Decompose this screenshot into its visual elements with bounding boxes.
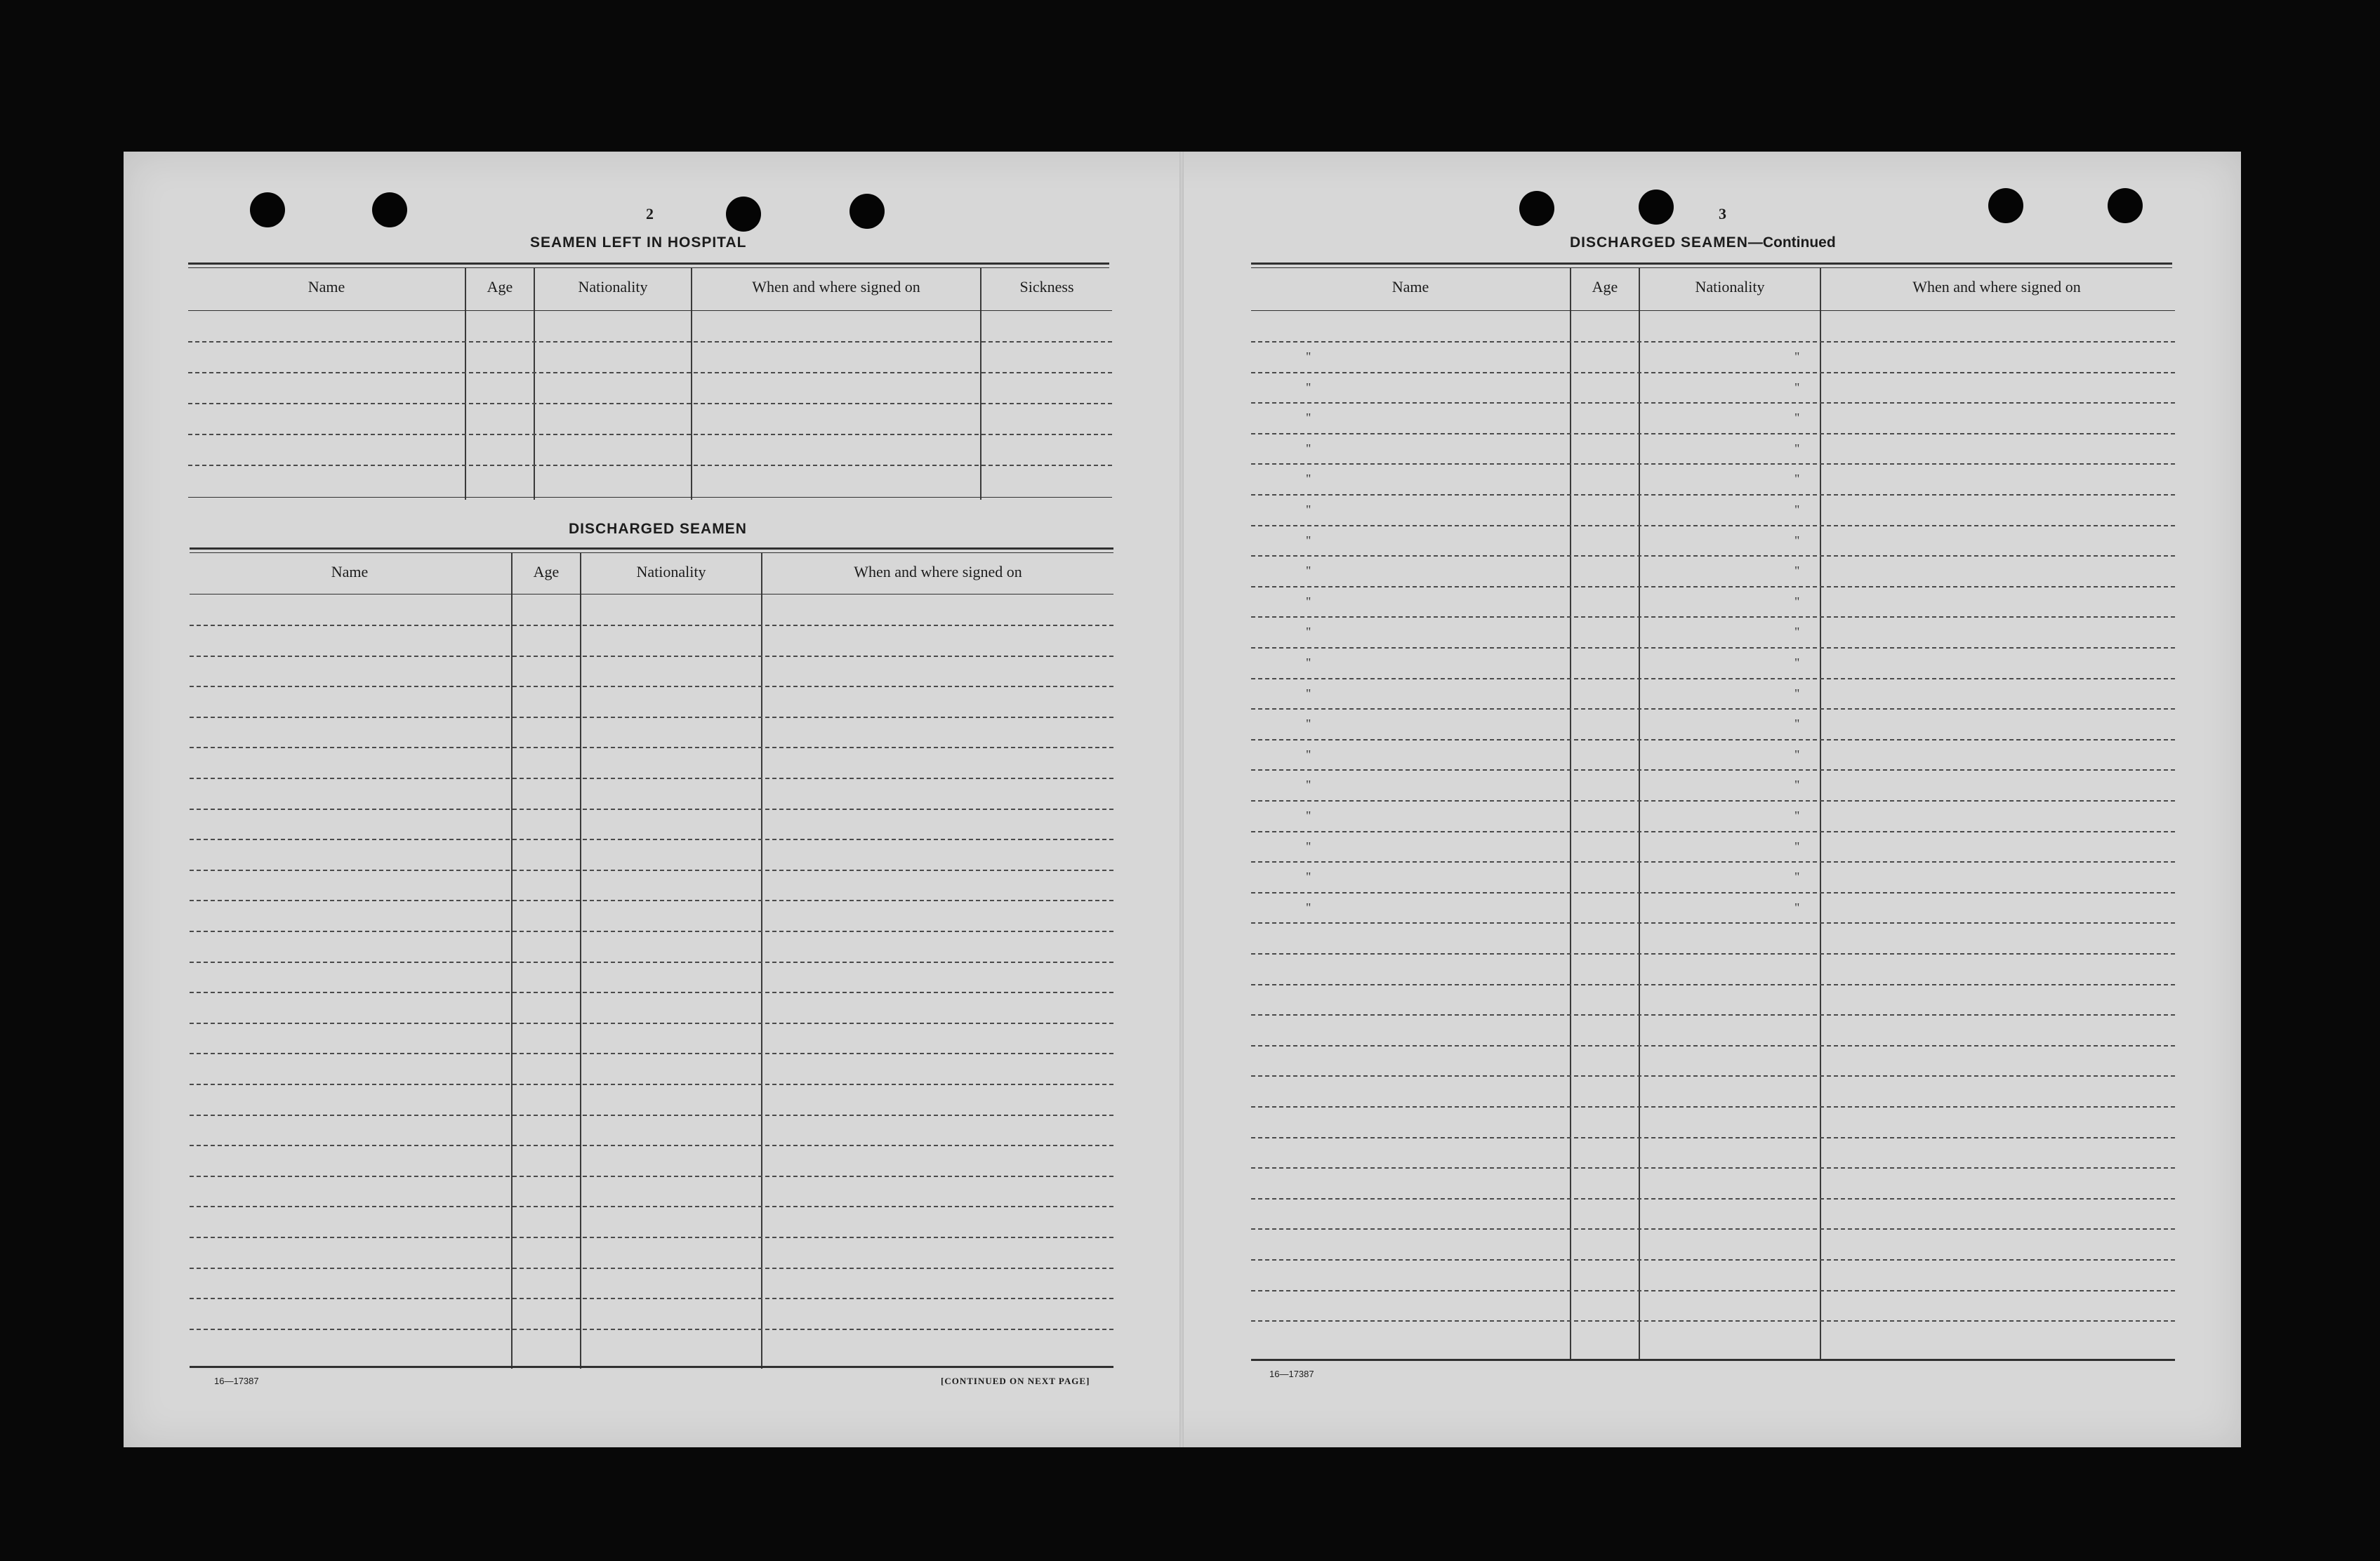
table-row-line (1251, 463, 2175, 465)
table-row-line (1251, 1228, 2175, 1230)
table-row-line (1251, 984, 2175, 985)
ditto-mark-name: " (1306, 564, 1311, 578)
table-row-line (190, 1023, 1113, 1024)
table-row-line (190, 686, 1113, 687)
right-divider (1570, 268, 1571, 1360)
hospital-header-rule (188, 310, 1112, 311)
table-row-line (1251, 953, 2175, 955)
table-row-line (190, 931, 1113, 932)
table-row-line (190, 839, 1113, 840)
table-row-line (1251, 1320, 2175, 1322)
ditto-mark-nationality: " (1794, 503, 1800, 517)
discharged-bottom-rule (190, 1366, 1113, 1368)
table-row-line (190, 962, 1113, 963)
hospital-row-line (188, 434, 1112, 435)
discharged-col-signed-on: When and where signed on (854, 563, 1022, 580)
table-row-line (190, 1298, 1113, 1299)
hospital-row-line (188, 341, 1112, 343)
right-top-rule (1251, 263, 2172, 265)
ditto-mark-name: " (1306, 533, 1311, 547)
ditto-mark-name: " (1306, 778, 1311, 792)
table-row-line (190, 1084, 1113, 1085)
table-row-line (1251, 708, 2175, 710)
right-page-number: 3 (1719, 205, 1726, 222)
ditto-mark-name: " (1306, 594, 1311, 609)
ditto-mark-name: " (1306, 900, 1311, 915)
table-row-line (1251, 494, 2175, 496)
table-row-line (1251, 433, 2175, 434)
ditto-mark-name: " (1306, 441, 1311, 456)
ditto-mark-name: " (1306, 747, 1311, 762)
ditto-mark-name: " (1306, 870, 1311, 884)
table-row-line (190, 747, 1113, 748)
table-row-line (1251, 678, 2175, 679)
table-row-line (190, 1176, 1113, 1177)
punch-hole (2108, 188, 2143, 223)
discharged-top-rule-2 (190, 552, 1113, 553)
ditto-mark-nationality: " (1794, 441, 1800, 456)
ditto-mark-name: " (1306, 625, 1311, 639)
hospital-row-line (188, 403, 1112, 404)
table-row-line (1251, 922, 2175, 924)
table-row-line (190, 1237, 1113, 1238)
table-row-line (1251, 647, 2175, 649)
table-row-line (190, 778, 1113, 779)
ditto-mark-name: " (1306, 686, 1311, 700)
right-divider (1820, 268, 1821, 1360)
table-row-line (1251, 586, 2175, 587)
punch-hole (372, 192, 407, 227)
table-row-line (1251, 800, 2175, 802)
table-row-line (1251, 1259, 2175, 1261)
ditto-mark-name: " (1306, 472, 1311, 486)
right-divider (1639, 268, 1640, 1360)
hospital-row-line (188, 372, 1112, 373)
ditto-mark-name: " (1306, 411, 1311, 425)
table-row-line (1251, 861, 2175, 863)
punch-hole (1988, 188, 2023, 223)
ditto-mark-nationality: " (1794, 594, 1800, 609)
discharged-col-nationality: Nationality (636, 563, 706, 580)
right-header-rule (1251, 310, 2175, 311)
hospital-bottom-rule (188, 497, 1112, 498)
page-fold (1179, 152, 1184, 1447)
table-row-line (190, 1329, 1113, 1330)
right-col-age: Age (1592, 278, 1618, 295)
ditto-mark-name: " (1306, 717, 1311, 731)
punch-hole (1639, 190, 1674, 225)
ditto-mark-name: " (1306, 380, 1311, 394)
table-row-line (1251, 1290, 2175, 1291)
ditto-mark-nationality: " (1794, 900, 1800, 915)
punch-hole (250, 192, 285, 227)
table-row-line (190, 625, 1113, 626)
ditto-mark-nationality: " (1794, 686, 1800, 700)
table-row-line (1251, 1014, 2175, 1016)
ditto-mark-nationality: " (1794, 656, 1800, 670)
hospital-col-signed-on: When and where signed on (752, 278, 920, 295)
table-row-line (190, 1115, 1113, 1116)
ditto-mark-name: " (1306, 656, 1311, 670)
table-row-line (1251, 616, 2175, 618)
table-row-line (190, 870, 1113, 871)
table-row-line (1251, 769, 2175, 771)
hospital-section-title: SEAMEN LEFT IN HOSPITAL (530, 234, 747, 251)
right-col-name: Name (1391, 278, 1429, 295)
left-page-number: 2 (646, 205, 654, 222)
right-bottom-rule (1251, 1359, 2175, 1361)
ditto-mark-nationality: " (1794, 533, 1800, 547)
table-row-line (1251, 1045, 2175, 1047)
ditto-mark-nationality: " (1794, 380, 1800, 394)
table-row-line (190, 1268, 1113, 1269)
table-row-line (1251, 1198, 2175, 1200)
ditto-mark-nationality: " (1794, 625, 1800, 639)
table-row-line (1251, 1137, 2175, 1138)
discharged-top-rule (190, 547, 1113, 550)
hospital-col-name: Name (308, 278, 345, 295)
hospital-col-nationality: Nationality (578, 278, 648, 295)
table-row-line (1251, 1167, 2175, 1169)
ditto-mark-name: " (1306, 503, 1311, 517)
table-row-line (1251, 341, 2175, 343)
left-form-number: 16—17387 (214, 1376, 259, 1386)
table-row-line (1251, 1106, 2175, 1108)
hospital-top-rule-2 (188, 267, 1109, 268)
ditto-mark-nationality: " (1794, 809, 1800, 823)
discharged-col-name: Name (331, 563, 369, 580)
hospital-top-rule (188, 263, 1109, 265)
ditto-mark-nationality: " (1794, 411, 1800, 425)
ditto-mark-nationality: " (1794, 564, 1800, 578)
ditto-mark-nationality: " (1794, 350, 1800, 364)
hospital-col-sickness: Sickness (1019, 278, 1074, 295)
punch-hole (726, 197, 761, 232)
punch-hole (849, 194, 885, 229)
ditto-mark-name: " (1306, 839, 1311, 853)
table-row-line (1251, 892, 2175, 894)
discharged-continued-title-text: DISCHARGED SEAMEN (1570, 234, 1748, 251)
table-row-line (1251, 372, 2175, 373)
table-row-line (1251, 1075, 2175, 1077)
table-row-line (190, 809, 1113, 810)
ditto-mark-nationality: " (1794, 747, 1800, 762)
discharged-continued-suffix: —Continued (1747, 234, 1836, 251)
table-row-line (190, 717, 1113, 718)
discharged-section-title: DISCHARGED SEAMEN (569, 521, 747, 537)
ditto-mark-nationality: " (1794, 778, 1800, 792)
ditto-mark-nationality: " (1794, 870, 1800, 884)
table-row-line (1251, 402, 2175, 404)
right-col-signed-on: When and where signed on (1912, 278, 2081, 295)
table-row-line (190, 1145, 1113, 1146)
table-row-line (190, 900, 1113, 901)
discharged-col-age: Age (533, 563, 560, 580)
right-col-nationality: Nationality (1695, 278, 1765, 295)
ditto-mark-nationality: " (1794, 717, 1800, 731)
punch-hole (1519, 191, 1554, 226)
ditto-mark-name: " (1306, 809, 1311, 823)
table-row-line (190, 1206, 1113, 1207)
hospital-col-age: Age (487, 278, 513, 295)
continued-note: [CONTINUED ON NEXT PAGE] (941, 1376, 1090, 1386)
ditto-mark-name: " (1306, 350, 1311, 364)
table-row-line (190, 1053, 1113, 1054)
table-row-line (1251, 525, 2175, 526)
table-row-line (1251, 739, 2175, 740)
ditto-mark-nationality: " (1794, 472, 1800, 486)
right-form-number: 16—17387 (1269, 1369, 1314, 1379)
table-row-line (190, 992, 1113, 993)
table-row-line (1251, 831, 2175, 832)
table-row-line (190, 656, 1113, 657)
hospital-row-line (188, 465, 1112, 466)
table-row-line (1251, 555, 2175, 557)
discharged-continued-title (1570, 234, 1836, 251)
ditto-mark-nationality: " (1794, 839, 1800, 853)
right-top-rule-2 (1251, 267, 2172, 268)
